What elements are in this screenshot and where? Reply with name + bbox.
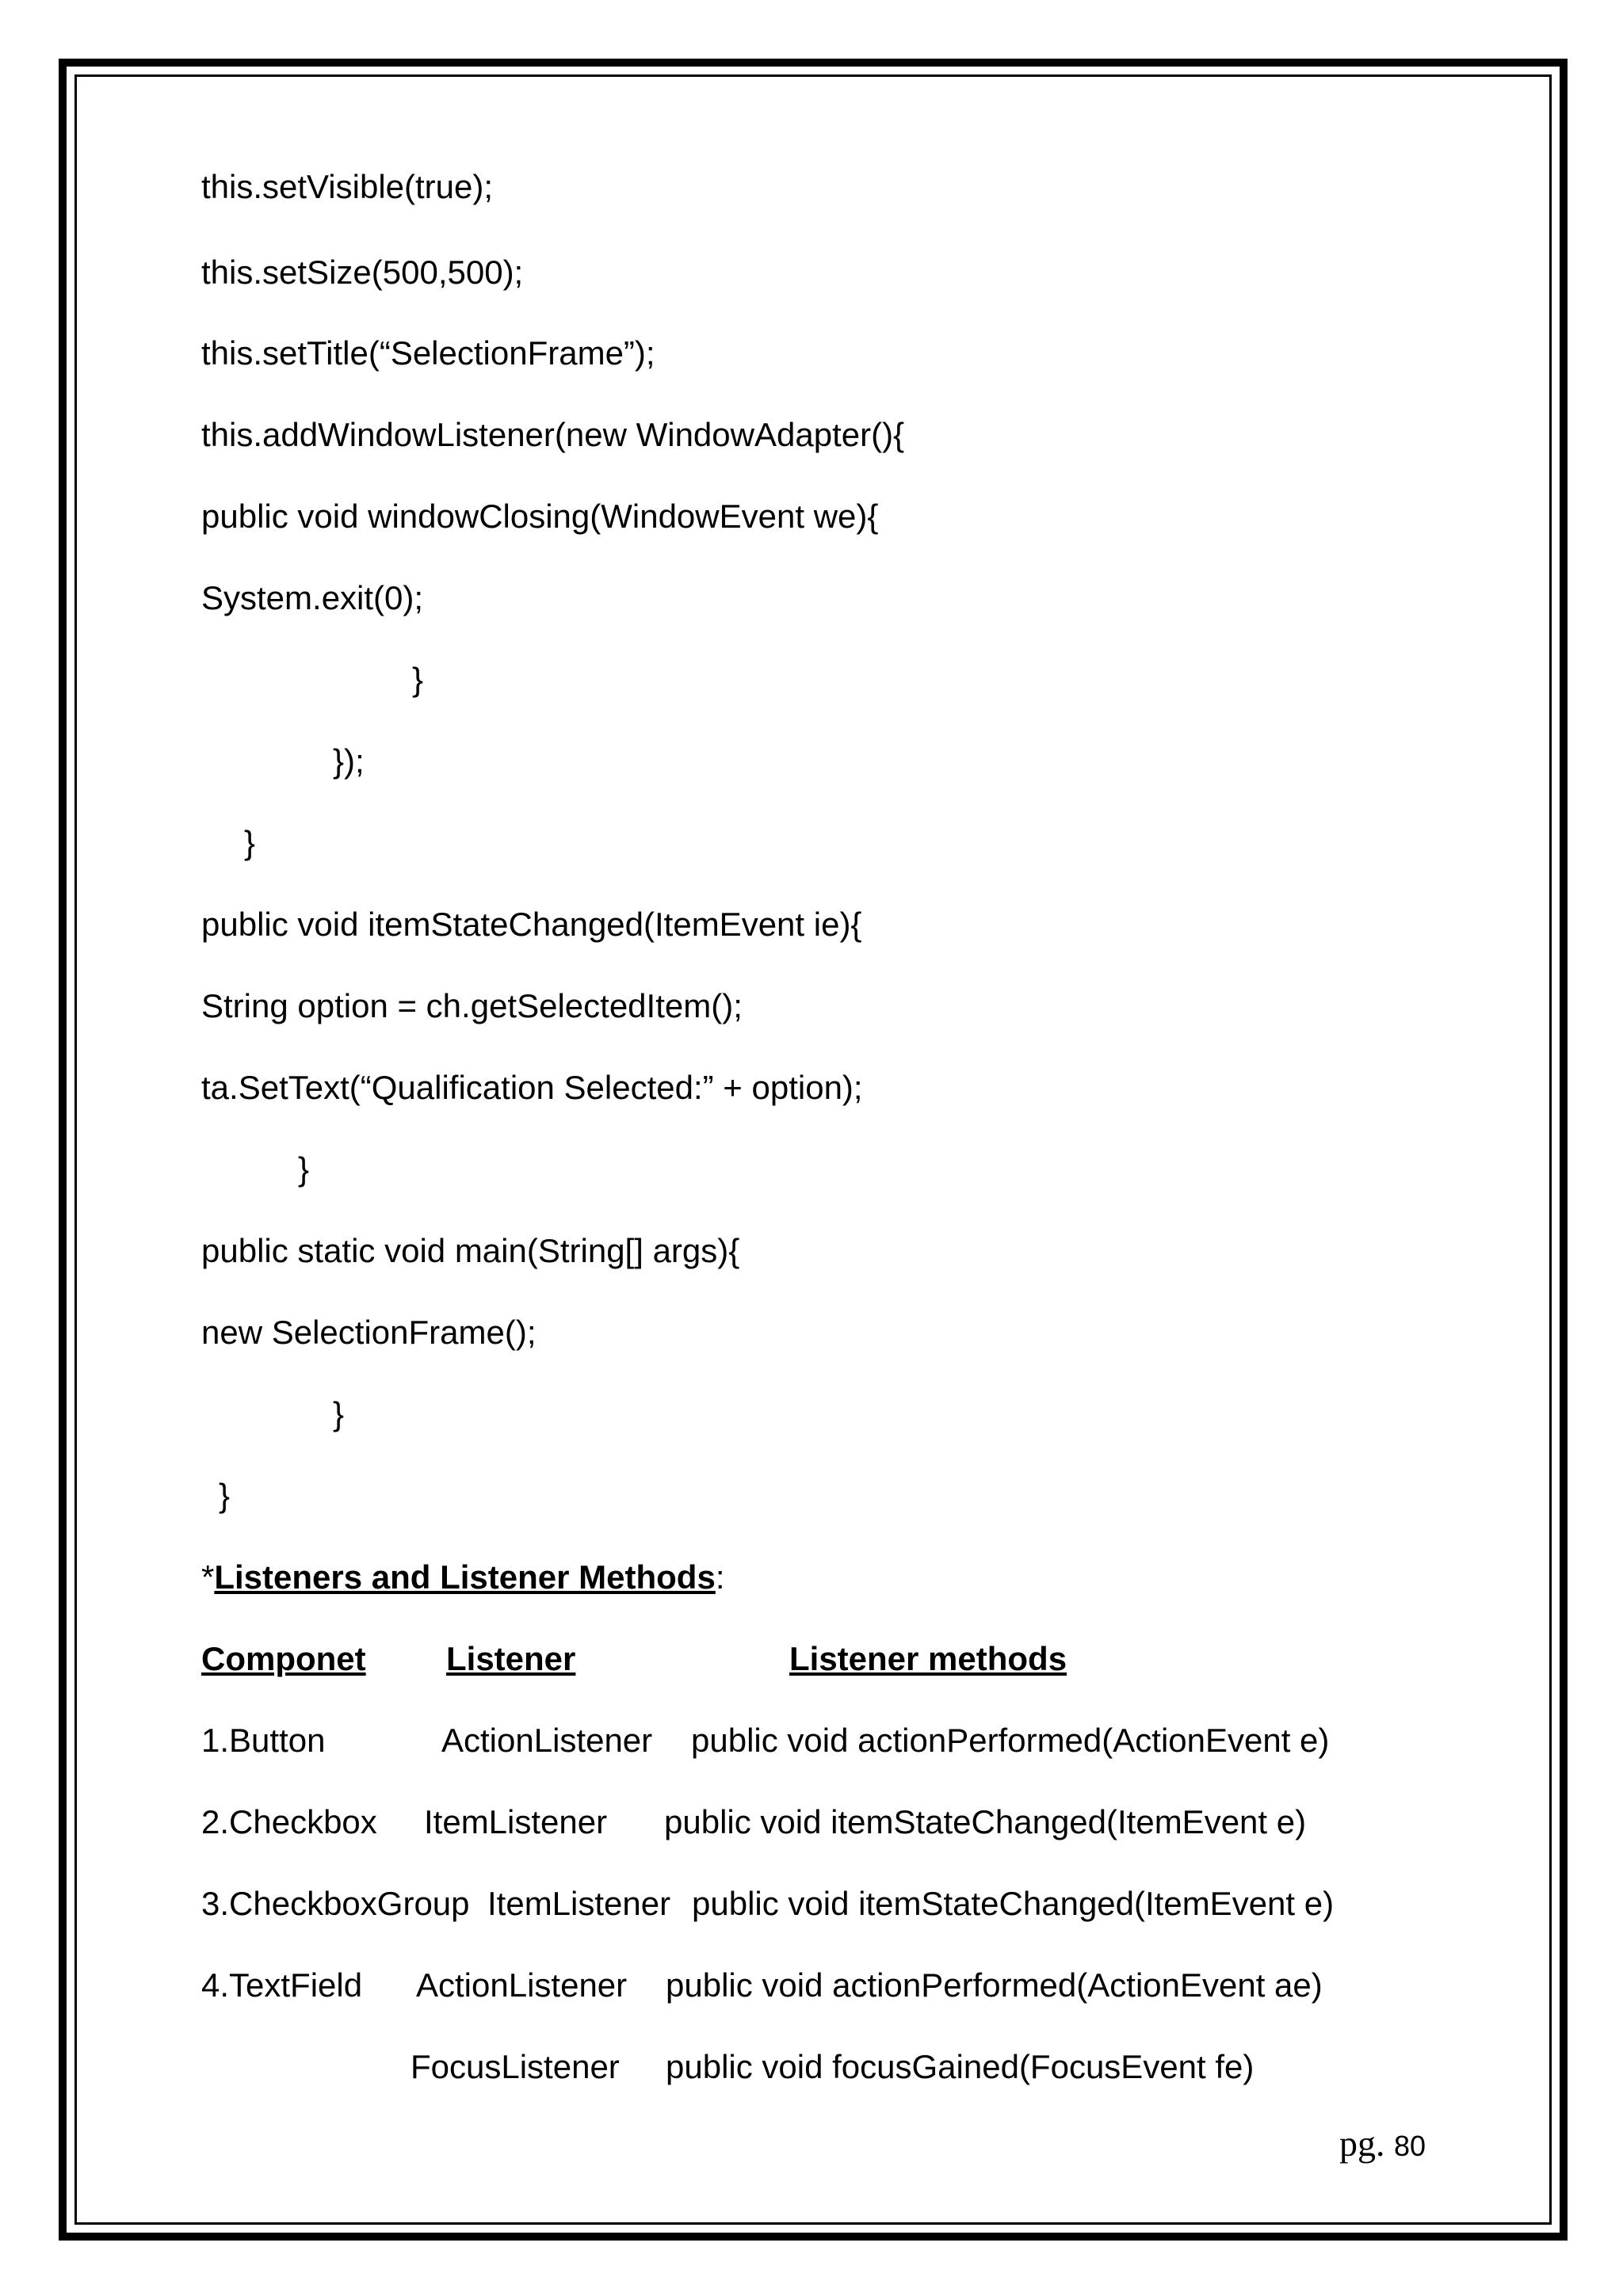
code-line: System.exit(0); bbox=[201, 579, 424, 616]
code-line: public void itemStateChanged(ItemEvent ie){ bbox=[201, 906, 862, 943]
table-cell-method: public void actionPerformed(ActionEvent e) bbox=[691, 1722, 1330, 1759]
table-cell-method: public void actionPerformed(ActionEvent ae) bbox=[666, 1966, 1323, 2004]
code-line: this.setSize(500,500); bbox=[201, 254, 524, 291]
code-line: new SelectionFrame(); bbox=[201, 1314, 537, 1351]
code-line: String option = ch.getSelectedItem(); bbox=[201, 987, 743, 1024]
table-cell-component: 1.Button bbox=[201, 1722, 326, 1759]
code-line: } bbox=[298, 1150, 310, 1188]
table-cell-method: public void itemStateChanged(ItemEvent e) bbox=[664, 1803, 1307, 1840]
page-number bbox=[1339, 2123, 1426, 2167]
code-line: } bbox=[244, 824, 256, 861]
table-cell-listener: ItemListener bbox=[424, 1803, 608, 1840]
heading-title: Listeners and Listener Methods bbox=[214, 1558, 716, 1596]
page-number-prefix: pg. bbox=[1339, 2123, 1385, 2164]
heading-prefix: * bbox=[201, 1558, 215, 1596]
code-line: } bbox=[412, 661, 424, 698]
table-cell-listener: ItemListener bbox=[487, 1885, 671, 1922]
table-cell-component: 3.CheckboxGroup bbox=[201, 1885, 470, 1922]
code-line: this.addWindowListener(new WindowAdapter(){ bbox=[201, 416, 905, 453]
table-header-listener: Listener bbox=[446, 1640, 576, 1677]
table-cell-component: 2.Checkbox bbox=[201, 1803, 377, 1840]
code-line: this.setTitle(“SelectionFrame”); bbox=[201, 334, 655, 372]
table-cell-method: public void focusGained(FocusEvent fe) bbox=[666, 2048, 1254, 2085]
table-cell-component: 4.TextField bbox=[201, 1966, 363, 2004]
table-header-methods: Listener methods bbox=[789, 1640, 1067, 1677]
code-line: } bbox=[333, 1395, 345, 1432]
table-cell-listener: ActionListener bbox=[416, 1966, 628, 2004]
table-cell-method: public void itemStateChanged(ItemEvent e) bbox=[692, 1885, 1335, 1922]
code-line: this.setVisible(true); bbox=[201, 168, 494, 205]
page-number-value: 80 bbox=[1394, 2130, 1426, 2162]
code-line: }); bbox=[333, 742, 365, 780]
table-header-component: Componet bbox=[201, 1640, 366, 1677]
table-cell-listener: ActionListener bbox=[441, 1722, 653, 1759]
code-line: public static void main(String[] args){ bbox=[201, 1232, 740, 1269]
code-line: } bbox=[219, 1477, 231, 1514]
section-heading bbox=[201, 1557, 725, 1598]
code-line: ta.SetText(“Qualification Selected:” + option); bbox=[201, 1069, 863, 1106]
table-cell-listener: FocusListener bbox=[411, 2048, 620, 2085]
code-line: public void windowClosing(WindowEvent we){ bbox=[201, 498, 879, 535]
heading-suffix: : bbox=[715, 1558, 725, 1596]
